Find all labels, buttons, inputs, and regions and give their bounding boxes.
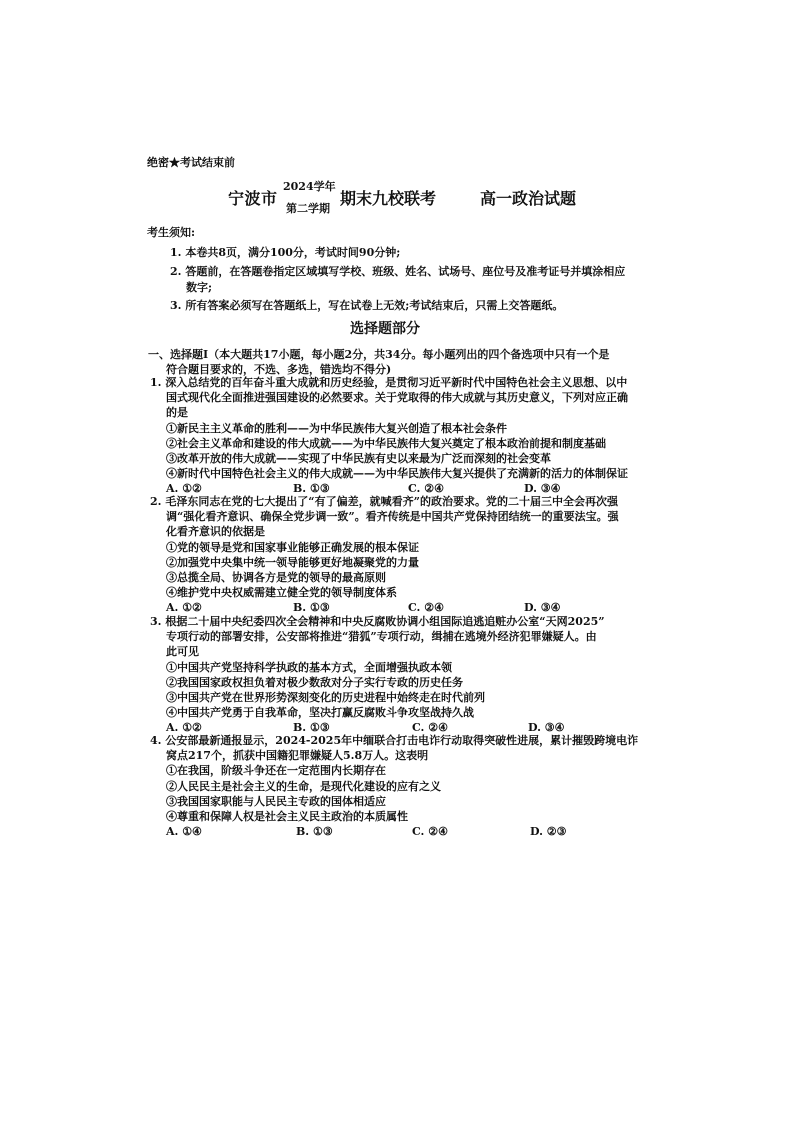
question-stem: 调“强化看齐意识、确保全党步调一致”。看齐传统是中国共产党保持团结统一的重要法宝。强 <box>166 510 619 524</box>
choice-b: B. ①③ <box>293 721 330 735</box>
option-statement: ①中国共产党坚持科学执政的基本方式，全面增强执政本领 <box>166 660 452 674</box>
option-statement: ④维护党中央权威需建立健全党的领导制度体系 <box>166 586 397 600</box>
section-title: 选择题部分 <box>350 321 420 337</box>
exam-title <box>228 178 648 218</box>
question-stem: 1. 深入总结党的百年奋斗重大成就和历史经验，是贯彻习近平新时代中国特色社会主义思想、以中 <box>150 376 628 389</box>
question-1 <box>150 375 650 496</box>
question-2 <box>150 494 650 615</box>
section-intro-cont: 符合题目要求的，不选、多选，错选均不得分) <box>166 363 392 376</box>
option-statement: ②加强党中央集中统一领导能够更好地凝聚党的力量 <box>166 555 419 569</box>
option-statement: ①党的领导是党和国家事业能够正确发展的根本保证 <box>166 540 419 554</box>
question-stem: 此可见 <box>166 645 199 659</box>
option-statement: ①新民主主义革命的胜利——为中华民族伟大复兴创造了根本社会条件 <box>166 421 507 435</box>
choice-a: A. ①④ <box>166 825 202 839</box>
choice-a: A. ①② <box>166 721 202 735</box>
title-year: 2024学年 <box>283 180 336 193</box>
question-3 <box>150 614 650 735</box>
option-statement: ②我国国家政权担负着对极少数敌对分子实行专政的历史任务 <box>166 675 463 689</box>
choice-c: C. ②④ <box>412 721 448 735</box>
choice-c: C. ②④ <box>412 825 448 839</box>
question-stem: 的是 <box>166 406 188 420</box>
note-item-cont: 数字; <box>186 281 213 294</box>
confidential-label: 绝密★考试结束前 <box>147 156 235 169</box>
question-stem: 3. 根据二十届中央纪委四次全会精神和中央反腐败协调小组国际追逃追赃办公室“天网2025” <box>150 615 605 628</box>
notes-heading: 考生须知: <box>147 226 196 239</box>
option-statement: ③中国共产党在世界形势深刻变化的历史进程中始终走在时代前列 <box>166 691 485 705</box>
choice-d: D. ③④ <box>528 721 565 735</box>
question-stem: 2. 毛泽东同志在党的七大提出了“有了偏差，就喊看齐”的政治要求。党的二十届三中全会再次强 <box>150 495 618 508</box>
option-statement: ③我国国家职能与人民民主专政的国体相适应 <box>166 794 386 808</box>
question-stem: 窝点217个，抓获中国籍犯罪嫌疑人5.8万人。这表明 <box>166 749 429 763</box>
question-4 <box>150 733 650 839</box>
choice-d: D. ②③ <box>530 825 567 839</box>
option-statement: ④尊重和保障人权是社会主义民主政治的本质属性 <box>166 810 408 824</box>
answer-choices <box>150 824 650 839</box>
choice-b: B. ①③ <box>296 825 333 839</box>
choice-d: D. ③④ <box>524 482 561 496</box>
choice-c: C. ②④ <box>408 601 444 615</box>
option-statement: ③改革开放的伟大成就——实现了中华民族有史以来最为广泛而深刻的社会变革 <box>166 452 551 466</box>
title-subject: 高一政治试题 <box>480 189 577 208</box>
choice-b: B. ①③ <box>293 482 330 496</box>
choice-b: B. ①③ <box>293 601 330 615</box>
section-intro: 一、选择题Ⅰ（本大题共17小题，每小题2分，共34分。每小题列出的四个备选项中只有一个是 <box>148 348 610 361</box>
note-item: 2. 答题前，在答题卷指定区域填写学校、班级、姓名、试场号、座位号及准考证号并填涂相应 <box>170 265 626 278</box>
title-city: 宁波市 <box>228 189 278 208</box>
note-item: 3. 所有答案必须写在答题纸上，写在试卷上无效;考试结束后，只需上交答题纸。 <box>170 299 564 312</box>
choice-c: C. ②④ <box>408 482 444 496</box>
choice-a: A. ①② <box>166 482 202 496</box>
choice-a: A. ①② <box>166 601 202 615</box>
option-statement: ④中国共产党勇于自我革命，坚决打赢反腐败斗争攻坚战持久战 <box>166 706 474 720</box>
option-statement: ④新时代中国特色社会主义的伟大成就——为中华民族伟大复兴提供了充满新的活力的体制保证 <box>166 467 628 481</box>
title-semester: 第二学期 <box>286 202 330 215</box>
option-statement: ②社会主义革命和建设的伟大成就——为中华民族伟大复兴奠定了根本政治前提和制度基础 <box>166 436 606 450</box>
option-statement: ③总揽全局、协调各方是党的领导的最高原则 <box>166 571 386 585</box>
question-stem: 化看齐意识的依据是 <box>166 525 265 539</box>
title-exam-name: 期末九校联考 <box>340 189 437 208</box>
option-statement: ②人民民主是社会主义的生命，是现代化建设的应有之义 <box>166 779 441 793</box>
question-stem: 专项行动的部署安排，公安部将推进“猎狐”专项行动，缉捕在逃境外经济犯罪嫌疑人。由 <box>166 630 597 644</box>
note-item: 1. 本卷共8页，满分100分，考试时间90分钟; <box>170 246 401 259</box>
choice-d: D. ③④ <box>524 601 561 615</box>
option-statement: ①在我国，阶级斗争还在一定范围内长期存在 <box>166 764 386 778</box>
question-stem: 4. 公安部最新通报显示，2024-2025年中缅联合打击电诈行动取得突破性进展，累计摧毁跨境电诈 <box>150 734 639 747</box>
question-stem: 国式现代化全面推进强国建设的必然要求。关于党取得的伟大成就与其历史意义，下列对应正确 <box>166 391 628 405</box>
